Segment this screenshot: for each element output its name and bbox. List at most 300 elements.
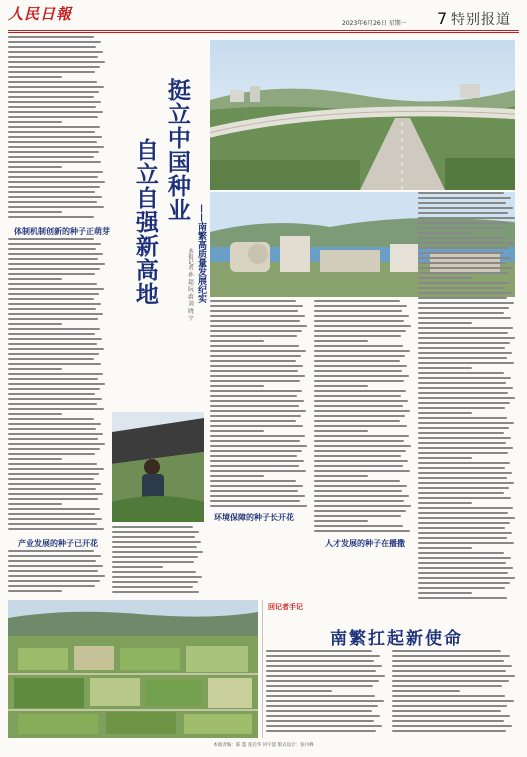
text-line <box>210 420 296 422</box>
issue-date: 2023年6月26日 星期一 <box>342 20 407 27</box>
text-line <box>418 497 511 499</box>
text-line <box>210 380 300 382</box>
text-line <box>418 317 511 319</box>
text-line <box>8 308 96 310</box>
text-line <box>314 400 408 402</box>
text-line <box>314 375 409 377</box>
text-line <box>392 670 506 672</box>
text-line <box>314 420 400 422</box>
text-line <box>8 131 95 133</box>
text-line <box>112 536 195 538</box>
text-line <box>266 705 378 707</box>
text-line <box>392 650 501 652</box>
text-line <box>8 388 100 390</box>
text-line <box>8 503 62 505</box>
text-line <box>8 263 105 265</box>
text-line <box>210 385 264 387</box>
text-line <box>210 460 304 462</box>
text-line <box>8 383 105 385</box>
text-line <box>210 350 306 352</box>
text-line <box>210 505 307 507</box>
text-line <box>8 363 101 365</box>
text-line <box>314 430 368 432</box>
text-line <box>8 323 62 325</box>
text-line <box>8 443 105 445</box>
text-line <box>314 355 405 357</box>
text-line <box>8 186 100 188</box>
photo-highway-seed-base <box>210 40 515 190</box>
text-line <box>418 337 515 339</box>
text-line <box>418 297 507 299</box>
text-line <box>418 242 514 244</box>
text-line <box>418 572 508 574</box>
text-line <box>314 335 401 337</box>
text-line <box>8 468 104 470</box>
text-line <box>418 517 515 519</box>
text-line <box>418 437 511 439</box>
text-line <box>8 333 95 335</box>
text-line <box>8 413 62 415</box>
text-line <box>210 430 264 432</box>
text-line <box>8 575 105 577</box>
text-line <box>210 370 298 372</box>
text-line <box>418 307 509 309</box>
text-line <box>418 197 511 199</box>
text-line <box>8 36 94 38</box>
text-line <box>418 252 504 254</box>
text-line <box>266 700 384 702</box>
text-line <box>266 650 372 652</box>
text-line <box>210 470 306 472</box>
text-line <box>8 181 105 183</box>
text-line <box>314 315 409 317</box>
text-line <box>266 660 374 662</box>
text-line <box>314 440 404 442</box>
text-line <box>266 670 376 672</box>
text-line <box>314 405 403 407</box>
text-line <box>392 705 507 707</box>
masthead-rule-2 <box>8 32 519 33</box>
text-line <box>8 46 96 48</box>
text-line <box>392 680 509 682</box>
text-line <box>210 330 302 332</box>
text-line <box>418 322 472 324</box>
text-line <box>314 300 400 302</box>
headline-part-1: 挺立中国种业 <box>163 78 191 222</box>
text-line <box>210 375 305 377</box>
text-line <box>210 300 296 302</box>
text-line <box>418 462 510 464</box>
text-line <box>314 385 368 387</box>
left-column-body-3 <box>8 550 106 596</box>
text-line <box>210 395 297 397</box>
text-line <box>8 303 101 305</box>
text-line <box>418 342 510 344</box>
text-line <box>8 288 104 290</box>
text-line <box>266 685 373 687</box>
left-column-body-1 <box>8 36 106 222</box>
text-line <box>392 710 501 712</box>
text-line <box>418 217 515 219</box>
text-line <box>8 488 96 490</box>
text-line <box>8 248 96 250</box>
text-line <box>314 360 400 362</box>
text-line <box>8 298 94 300</box>
text-line <box>418 357 507 359</box>
text-line <box>266 675 385 677</box>
text-line <box>8 196 102 198</box>
text-line <box>8 353 99 355</box>
text-line <box>418 567 513 569</box>
text-line <box>210 360 296 362</box>
text-line <box>8 368 62 370</box>
section-heading-4: 人才发展的种子在播撒 <box>325 539 405 548</box>
text-line <box>418 502 472 504</box>
notes-body-col-2 <box>392 650 516 738</box>
text-line <box>392 720 504 722</box>
text-line <box>8 393 95 395</box>
text-line <box>314 320 404 322</box>
text-line <box>8 408 104 410</box>
text-line <box>266 720 374 722</box>
text-line <box>314 310 402 312</box>
text-line <box>210 365 303 367</box>
text-line <box>8 463 97 465</box>
text-line <box>210 480 296 482</box>
text-line <box>112 591 199 593</box>
text-line <box>418 392 508 394</box>
text-line <box>266 695 375 697</box>
text-line <box>8 283 97 285</box>
text-line <box>314 305 407 307</box>
text-line <box>418 277 472 279</box>
notes-body-col-1 <box>266 650 386 738</box>
text-line <box>314 455 401 457</box>
text-line <box>418 222 510 224</box>
text-line <box>392 685 502 687</box>
text-line <box>210 490 298 492</box>
text-line <box>266 665 382 667</box>
text-line <box>418 287 505 289</box>
text-line <box>210 400 304 402</box>
text-line <box>418 477 507 479</box>
text-line <box>8 293 99 295</box>
text-line <box>418 542 514 544</box>
text-line <box>418 552 504 554</box>
text-line <box>8 166 62 168</box>
text-line <box>8 161 101 163</box>
text-line <box>314 530 410 532</box>
text-line <box>418 207 513 209</box>
text-line <box>418 527 505 529</box>
text-line <box>112 586 193 588</box>
text-line <box>8 313 103 315</box>
text-line <box>392 715 510 717</box>
text-line <box>8 528 104 530</box>
text-line <box>392 655 510 657</box>
text-line <box>112 526 193 528</box>
text-line <box>418 452 508 454</box>
text-line <box>418 402 510 404</box>
text-line <box>210 390 302 392</box>
text-line <box>210 410 306 412</box>
text-line <box>314 380 404 382</box>
text-line <box>8 76 62 78</box>
text-line <box>8 570 98 572</box>
text-line <box>8 348 104 350</box>
text-line <box>418 512 508 514</box>
text-line <box>210 495 305 497</box>
text-line <box>8 550 94 552</box>
text-line <box>210 325 307 327</box>
text-line <box>8 555 101 557</box>
text-line <box>8 338 102 340</box>
text-line <box>8 418 94 420</box>
text-line <box>210 415 301 417</box>
text-line <box>266 710 372 712</box>
text-line <box>8 373 103 375</box>
text-line <box>210 335 297 337</box>
text-line <box>314 435 409 437</box>
text-line <box>8 201 97 203</box>
article-body-col-a <box>210 300 308 600</box>
text-line <box>314 350 410 352</box>
text-line <box>314 460 408 462</box>
text-line <box>314 505 411 507</box>
text-line <box>314 465 403 467</box>
text-line <box>112 546 197 548</box>
page-number: 7 <box>437 9 448 28</box>
text-line <box>112 571 196 573</box>
text-line <box>8 343 97 345</box>
text-line <box>8 448 100 450</box>
text-line <box>392 675 515 677</box>
text-line <box>314 395 401 397</box>
text-line <box>418 547 472 549</box>
text-line <box>8 483 101 485</box>
text-line <box>418 427 509 429</box>
text-line <box>418 282 510 284</box>
text-line <box>8 358 94 360</box>
text-line <box>112 561 194 563</box>
text-line <box>418 312 504 314</box>
text-line <box>8 151 99 153</box>
text-line <box>418 247 509 249</box>
text-line <box>112 576 202 578</box>
text-line <box>210 440 300 442</box>
text-line <box>8 171 103 173</box>
text-line <box>8 71 95 73</box>
text-line <box>8 243 101 245</box>
headline-panel <box>112 48 204 408</box>
text-line <box>8 590 62 592</box>
text-line <box>392 725 512 727</box>
text-line <box>210 305 303 307</box>
text-line <box>418 212 508 214</box>
text-line <box>418 267 513 269</box>
text-line <box>314 500 404 502</box>
text-line <box>314 495 409 497</box>
text-line <box>8 523 97 525</box>
headline-part-2: 自立自强新高地 <box>131 138 159 306</box>
text-line <box>314 490 402 492</box>
section-heading-3: 环境保障的种子长开花 <box>214 513 294 522</box>
text-line <box>314 475 368 477</box>
text-line <box>314 425 407 427</box>
text-line <box>418 442 506 444</box>
text-line <box>418 352 512 354</box>
text-line <box>418 362 514 364</box>
text-line <box>210 475 264 477</box>
text-line <box>112 581 198 583</box>
text-line <box>8 156 94 158</box>
text-line <box>392 665 512 667</box>
photo-farm-fields <box>8 600 258 738</box>
text-line <box>112 531 199 533</box>
text-line <box>8 136 102 138</box>
text-line <box>314 445 411 447</box>
text-line <box>314 410 410 412</box>
text-line <box>210 425 303 427</box>
headline-subheading: ——南繁高质量发展纪实 <box>196 204 206 303</box>
text-line <box>8 478 94 480</box>
text-line <box>392 700 514 702</box>
text-line <box>418 532 512 534</box>
text-line <box>314 485 407 487</box>
text-line <box>8 433 103 435</box>
text-line <box>8 216 94 218</box>
text-line <box>314 450 406 452</box>
text-line <box>8 258 98 260</box>
text-line <box>8 121 62 123</box>
text-line <box>210 340 264 342</box>
text-line <box>8 238 94 240</box>
text-line <box>314 370 402 372</box>
text-line <box>8 438 98 440</box>
text-line <box>8 565 103 567</box>
text-line <box>210 320 300 322</box>
text-line <box>8 580 100 582</box>
text-line <box>418 232 472 234</box>
text-line <box>8 318 98 320</box>
text-line <box>418 257 511 259</box>
text-line <box>8 61 105 63</box>
text-line <box>314 525 403 527</box>
text-line <box>8 403 97 405</box>
text-line <box>266 680 379 682</box>
text-line <box>8 116 98 118</box>
text-line <box>8 473 99 475</box>
text-line <box>210 405 299 407</box>
text-line <box>418 467 505 469</box>
text-line <box>8 51 103 53</box>
section-heading-2: 产业发展的种子已开花 <box>18 539 98 548</box>
text-line <box>392 690 460 692</box>
text-line <box>418 537 507 539</box>
text-line <box>8 206 104 208</box>
text-line <box>418 367 472 369</box>
text-line <box>418 292 512 294</box>
text-line <box>8 498 98 500</box>
text-line <box>210 345 299 347</box>
notes-divider <box>262 600 263 738</box>
text-line <box>418 582 510 584</box>
text-line <box>8 268 100 270</box>
text-line <box>418 417 507 419</box>
text-line <box>418 387 513 389</box>
text-line <box>112 551 203 553</box>
text-line <box>418 457 472 459</box>
photo-greenhouse-worker <box>112 412 204 522</box>
text-line <box>8 111 103 113</box>
text-line <box>418 377 511 379</box>
photo-caption <box>112 526 204 596</box>
text-line <box>8 518 102 520</box>
text-line <box>8 91 99 93</box>
text-line <box>8 278 62 280</box>
text-line <box>8 56 98 58</box>
text-line <box>8 508 100 510</box>
text-line <box>314 340 368 342</box>
text-line <box>210 315 305 317</box>
text-line <box>418 592 472 594</box>
notes-column-title: 南繁扛起新使命 <box>330 629 463 649</box>
text-line <box>210 310 298 312</box>
text-line <box>418 332 508 334</box>
text-line <box>392 695 505 697</box>
article-body-col-b <box>314 300 412 600</box>
text-line <box>418 327 513 329</box>
page-footer: 本版责编：陈 慧 张启华 何宇澄 版式设计：张丹峰 <box>213 743 314 748</box>
text-line <box>8 86 104 88</box>
text-line <box>266 655 380 657</box>
section-heading-1: 体制机制创新的种子正萌芽 <box>14 227 110 236</box>
text-line <box>8 453 95 455</box>
text-line <box>210 435 305 437</box>
text-line <box>8 378 98 380</box>
text-line <box>210 450 302 452</box>
article-body-col-c <box>418 192 516 604</box>
text-line <box>418 397 515 399</box>
text-line <box>314 345 403 347</box>
page-section-title: 特别报道 <box>451 12 511 28</box>
text-line <box>8 458 62 460</box>
text-line <box>314 390 406 392</box>
text-line <box>418 372 504 374</box>
text-line <box>418 562 506 564</box>
text-line <box>418 227 505 229</box>
text-line <box>418 272 508 274</box>
text-line <box>8 398 102 400</box>
text-line <box>314 330 406 332</box>
text-line <box>418 262 506 264</box>
text-line <box>8 41 101 43</box>
text-line <box>418 492 504 494</box>
text-line <box>418 407 505 409</box>
text-line <box>8 96 94 98</box>
text-line <box>8 328 100 330</box>
text-line <box>392 660 504 662</box>
text-line <box>266 690 332 692</box>
notes-column-label: 回记者手记 <box>268 603 303 611</box>
text-line <box>418 487 509 489</box>
text-line <box>418 192 504 194</box>
text-line <box>112 566 163 568</box>
text-line <box>8 423 101 425</box>
text-line <box>392 730 506 732</box>
text-line <box>314 480 400 482</box>
text-line <box>210 455 297 457</box>
